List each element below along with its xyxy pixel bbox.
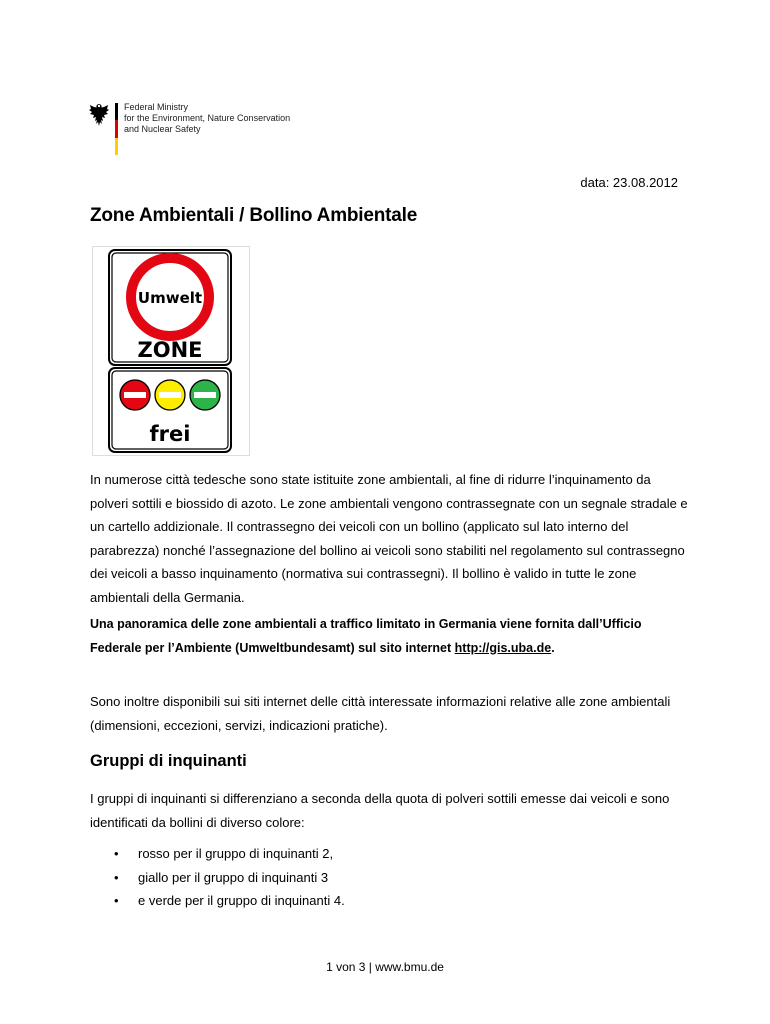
page-title: Zone Ambientali / Bollino Ambientale <box>90 205 418 226</box>
bullet-icon: • <box>114 893 119 908</box>
list-item <box>90 842 690 866</box>
ministry-line-1: Federal Ministry <box>124 102 189 112</box>
overview-end: . <box>551 640 555 655</box>
ministry-name <box>124 102 290 135</box>
sign-umwelt-text: Umwelt <box>137 289 203 307</box>
sign-zone-text: ZONE <box>137 338 203 362</box>
intro-paragraph: In numerose città tedesche sono state istituite zone ambientali, al fine di ridurre l’inquinamento da polveri sottili e biossido di azoto. Le zone ambientali vengono contrassegnate con un segnale stradale e un cartello addizionale. Il contrassegno dei veicoli con un bollino (applicato sul lato interno del parabrezza) nonché l’assegnazione del bollino ai veicoli sono stabiliti nel regolamento sul contrassegno dei veicoli a basso inquinamento (normativa sui contrassegni). Il bollino è valido in tutte le zone ambientali della Germania. <box>90 472 688 605</box>
section-heading: Gruppi di inquinanti <box>90 752 247 770</box>
flag-red <box>115 120 118 137</box>
info-paragraph: Sono inoltre disponibili sui siti internet delle città interessate informazioni relative alle zone ambientali (dimensioni, eccezioni, servizi, indicazioni pratiche). <box>90 694 671 733</box>
ministry-line-3: and Nuclear Safety <box>124 124 201 134</box>
umweltzone-sign-image <box>92 246 250 456</box>
list-item <box>90 889 690 913</box>
flag-gold <box>115 138 118 155</box>
bullet-icon: • <box>114 869 119 885</box>
sign-frei-text: frei <box>149 422 191 446</box>
german-flag-stripe <box>115 103 118 155</box>
document-date: data: 23.08.2012 <box>580 175 678 190</box>
groups-paragraph: I gruppi di inquinanti si differenziano a seconda della quota di polveri sottili emesse dai veicoli e sono identificati da bollini di diverso colore: <box>90 791 670 830</box>
overview-paragraph <box>90 613 690 660</box>
flag-black <box>115 103 118 120</box>
umweltzone-sign <box>93 247 249 455</box>
yellow-badge-icon <box>155 380 185 410</box>
overview-text: Una panoramica delle zone ambientali a traffico limitato in Germania viene fornita dall’Ufficio Federale per l’Ambiente (Umweltbundesamt) sul sito internet <box>90 617 642 655</box>
list-item <box>90 866 690 890</box>
green-badge-icon <box>190 380 220 410</box>
ministry-line-2: for the Environment, Nature Conservation <box>124 113 291 123</box>
list-item-text: e verde per il gruppo di inquinanti 4. <box>138 893 345 908</box>
page-footer: 1 von 3 | www.bmu.de <box>326 960 444 974</box>
red-badge-icon <box>120 380 150 410</box>
pollutant-groups-list <box>90 842 690 913</box>
uba-link[interactable]: http://gis.uba.de <box>454 640 552 655</box>
federal-eagle-icon <box>88 102 110 128</box>
list-item-text: rosso per il gruppo di inquinanti 2, <box>138 846 334 861</box>
bullet-icon: • <box>114 846 119 861</box>
list-item-text: giallo per il gruppo di inquinanti 3 <box>138 869 329 885</box>
